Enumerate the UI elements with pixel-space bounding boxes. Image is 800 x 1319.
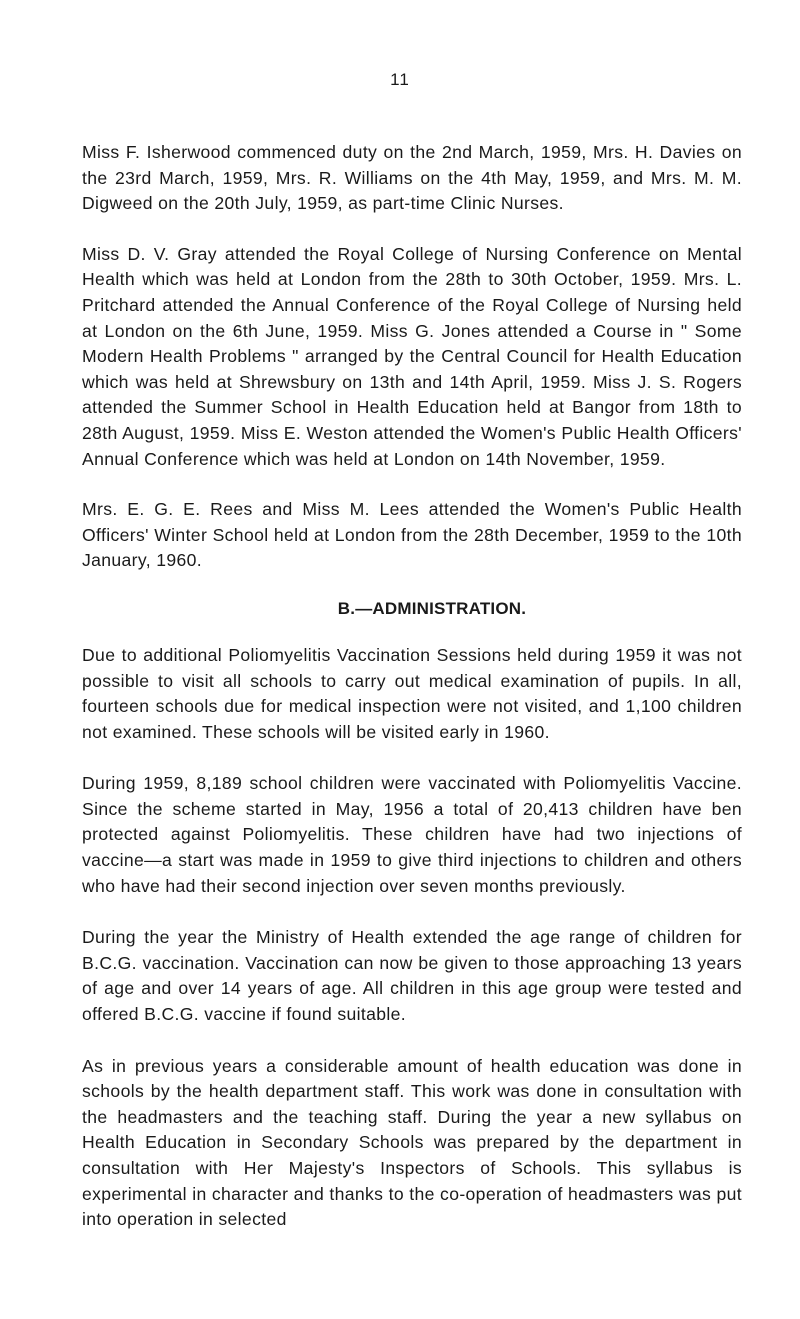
- paragraph-health-education: As in previous years a considerable amount of health education was done in schools by the health department staff. This work was done in consultation with the headmasters and the teaching staff. During the year a new syllabus on Health Education in Secondary Schools was prepared by the department in consultation with Her Majesty's Inspectors of Schools. This syllabus is experimental in character and thanks to the co-operation of headmasters was put into operation in selected: [82, 1055, 742, 1230]
- body-text: [82, 140, 742, 1259]
- paragraph-conferences: Miss D. V. Gray attended the Royal College of Nursing Conference on Mental Health which was held at London from the 28th to 30th October, 1959. Mrs. L. Pritchard attended the Annual Conference of the Royal College of Nursing held at London on the 6th June, 1959. Miss G. Jones attended a Course in " Some Modern Health Problems " arranged by the Central Council for Health Education which was held at Shrewsbury on 13th and 14th April, 1959. Miss J. S. Rogers attended the Summer School in Health Education held at Bangor from 18th to 28th August, 1959. Miss E. Weston attended the Women's Public Health Officers' Annual Conference which was held at London on 14th November, 1959.: [82, 243, 742, 469]
- paragraph-bcg-vaccination: During the year the Ministry of Health extended the age range of children for B.C.G. vaccination. Vaccination can now be given to those approaching 13 years of age and over 14 years of age. All children in this age group were tested and offered B.C.G. vaccine if found suitable.: [82, 927, 742, 1025]
- paragraph-clinic-nurses: Miss F. Isherwood commenced duty on the 2nd March, 1959, Mrs. H. Davies on the 23rd March, 1959, Mrs. R. Williams on the 4th May, 1959, and Mrs. M. M. Digweed on the 20th July, 1959, as part-time Clinic Nurses.: [82, 142, 742, 214]
- paragraph-medical-examination: Due to additional Poliomyelitis Vaccination Sessions held during 1959 it was not possible to visit all schools to carry out medical examination of pupils. In all, fourteen schools due for medical inspection were not visited, and 1,100 children not examined. These schools will be visited early in 1960.: [82, 644, 742, 742]
- section-heading-administration: B.—ADMINISTRATION.: [337, 598, 527, 618]
- page-number: 11: [390, 70, 410, 89]
- paragraph-poliomyelitis-vaccination: During 1959, 8,189 school children were vaccinated with Poliomyelitis Vaccine. Since the scheme started in May, 1956 a total of 20,413 children have ben protected against Poliomyelitis. These children have had two injections of vaccine—a start was made in 1959 to give third injections to children and others who have had their second injection over seven months previously.: [82, 773, 742, 896]
- paragraph-winter-school: Mrs. E. G. E. Rees and Miss M. Lees attended the Women's Public Health Officers' Winter School held at London from the 28th December, 1959 to the 10th January, 1960.: [82, 499, 742, 571]
